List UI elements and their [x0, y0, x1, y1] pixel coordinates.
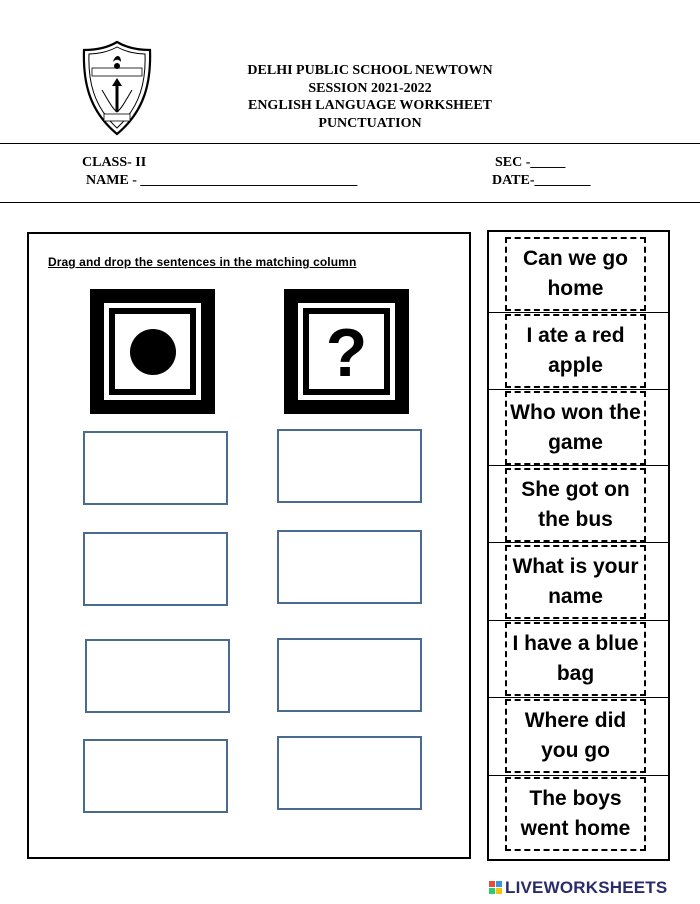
header-divider-bottom: [0, 202, 700, 203]
period-column-header: [90, 289, 215, 414]
sentence-card[interactable]: I have a blue bag: [505, 622, 646, 696]
brand-text: LIVEWORKSHEETS: [505, 878, 668, 897]
card-divider: [489, 697, 668, 698]
liveworksheets-logo: [489, 878, 667, 898]
sentence-card[interactable]: Can we go home: [505, 237, 646, 311]
school-logo-icon: [80, 40, 154, 136]
card-divider: [489, 312, 668, 313]
sentence-card[interactable]: I ate a red apple: [505, 314, 646, 388]
worksheet-header: [200, 62, 540, 132]
period-drop-zone-1[interactable]: [83, 431, 228, 505]
period-drop-zone-3[interactable]: [85, 639, 230, 713]
card-divider: [489, 775, 668, 776]
card-divider: [489, 620, 668, 621]
worksheet-title: ENGLISH LANGUAGE WORKSHEET: [247, 98, 493, 113]
sentence-card[interactable]: Where did you go: [505, 699, 646, 773]
instruction-text: Drag and drop the sentences in the matching column: [48, 255, 357, 269]
question-mark-icon: ?: [325, 314, 368, 391]
school-name: DELHI PUBLIC SCHOOL NEWTOWN: [247, 63, 493, 78]
sentence-card[interactable]: What is your name: [505, 545, 646, 619]
period-icon: [130, 329, 176, 375]
question-column-header: [284, 289, 409, 414]
period-drop-zone-2[interactable]: [83, 532, 228, 606]
topic-title: PUNCTUATION: [318, 115, 422, 131]
card-divider: [489, 465, 668, 466]
section-label: SEC -_____: [495, 155, 566, 170]
date-label: DATE-________: [492, 173, 591, 188]
card-divider: [489, 389, 668, 390]
header-divider-top: [0, 143, 700, 144]
liveworksheets-icon: [489, 881, 503, 895]
question-drop-zone-3[interactable]: [277, 638, 422, 712]
card-divider: [489, 542, 668, 543]
sentence-card[interactable]: Who won the game: [505, 391, 646, 465]
question-drop-zone-1[interactable]: [277, 429, 422, 503]
sentence-card[interactable]: She got on the bus: [505, 468, 646, 542]
period-drop-zone-4[interactable]: [83, 739, 228, 813]
name-label: NAME - _______________________________: [86, 173, 358, 188]
sentence-card[interactable]: The boys went home: [505, 777, 646, 851]
question-drop-zone-2[interactable]: [277, 530, 422, 604]
sentence-cards-panel: [487, 230, 670, 861]
matching-panel: [27, 232, 471, 859]
session-title: SESSION 2021-2022: [308, 80, 432, 96]
question-drop-zone-4[interactable]: [277, 736, 422, 810]
class-label: CLASS- II: [82, 155, 147, 170]
